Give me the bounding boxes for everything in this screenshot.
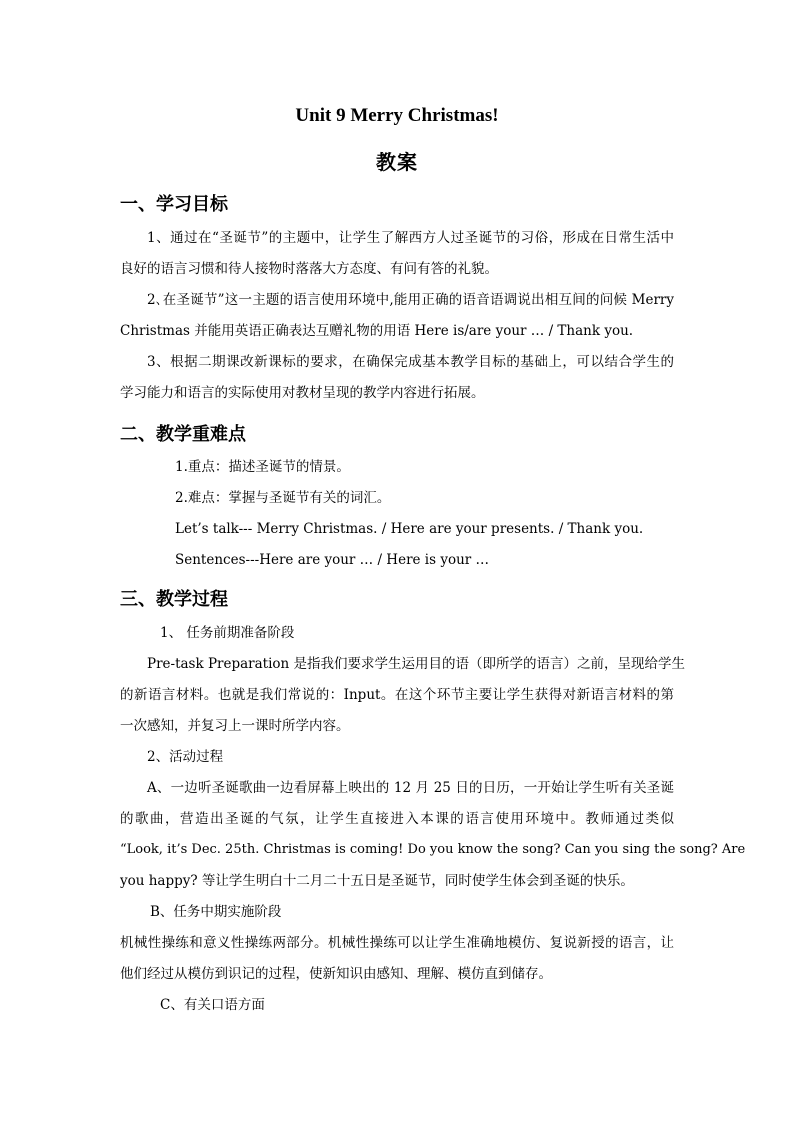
paragraph-line: 机械性操练和意义性操练两部分。机械性操练可以让学生准确地模仿、复说新授的语言，让: [120, 935, 674, 951]
paragraph-line: 3、根据二期课改新课标的要求，在确保完成基本教学目标的基础上，可以结合学生的: [147, 354, 674, 370]
paragraph-line: 1、通过在“圣诞节”的主题中，让学生了解西方人过圣诞节的习俗，形成在日常生活中: [147, 230, 674, 246]
paragraph-line: 2､在圣诞节”这一主题的语言使用环境中,能用正确的语音语调说出相互间的问候 Merry: [147, 292, 674, 308]
paragraph-line: 的新语言材料。也就是我们常说的：Input。在这个环节主要让学生获得对新语言材料的第: [120, 687, 674, 703]
paragraph-line: Christmas 并能用英语正确表达互赠礼物的用语 Here is/are your … / Thank you.: [120, 323, 634, 339]
paragraph-line: B、任务中期实施阶段: [150, 904, 282, 920]
paragraph-line: Let’s talk--- Merry Christmas. / Here are your presents. / Thank you.: [175, 521, 644, 537]
document-subtitle: 教案: [376, 152, 418, 174]
paragraph-line: Pre-task Preparation 是指我们要求学生运用目的语（即所学的语言）之前，呈现给学生: [147, 656, 686, 672]
paragraph-line: you happy? 等让学生明白十二月二十五日是圣诞节，同时使学生体会到圣诞的快乐。: [120, 873, 634, 889]
paragraph-line: “Look, it’s Dec. 25th. Christmas is coming! Do you know the song? Can you sing the song? Are: [120, 842, 746, 857]
paragraph-line: 1.重点：描述圣诞节的情景。: [175, 459, 350, 475]
paragraph-line: 的歌曲，营造出圣诞的气氛，让学生直接进入本课的语言使用环境中。教师通过类似: [120, 811, 674, 827]
document-title: Unit 9 Merry Christmas!: [295, 105, 499, 126]
section-heading-objectives: 一、学习目标: [120, 194, 228, 215]
paragraph-line: C、有关口语方面: [160, 997, 265, 1013]
paragraph-line: 2、活动过程: [147, 749, 224, 765]
paragraph-line: 2.难点：掌握与圣诞节有关的词汇。: [175, 490, 391, 506]
section-heading-key-points: 二、教学重难点: [120, 424, 246, 445]
paragraph-line: 1、 任务前期准备阶段: [160, 625, 295, 641]
paragraph-line: 他们经过从模仿到识记的过程，使新知识由感知、理解、模仿直到储存。: [120, 966, 552, 982]
paragraph-line: A、一边听圣诞歌曲一边看屏幕上映出的 12 月 25 日的日历，一开始让学生听有关圣诞: [147, 780, 674, 796]
paragraph-line: 良好的语言习惯和待人接物时落落大方态度、有问有答的礼貌。: [120, 261, 498, 277]
paragraph-line: 一次感知，并复习上一课时所学内容。: [120, 718, 350, 734]
paragraph-line: Sentences---Here are your … / Here is your …: [175, 552, 490, 568]
section-heading-process: 三、教学过程: [120, 589, 228, 610]
paragraph-line: 学习能力和语言的实际使用对教材呈现的教学内容进行拓展。: [120, 385, 485, 401]
